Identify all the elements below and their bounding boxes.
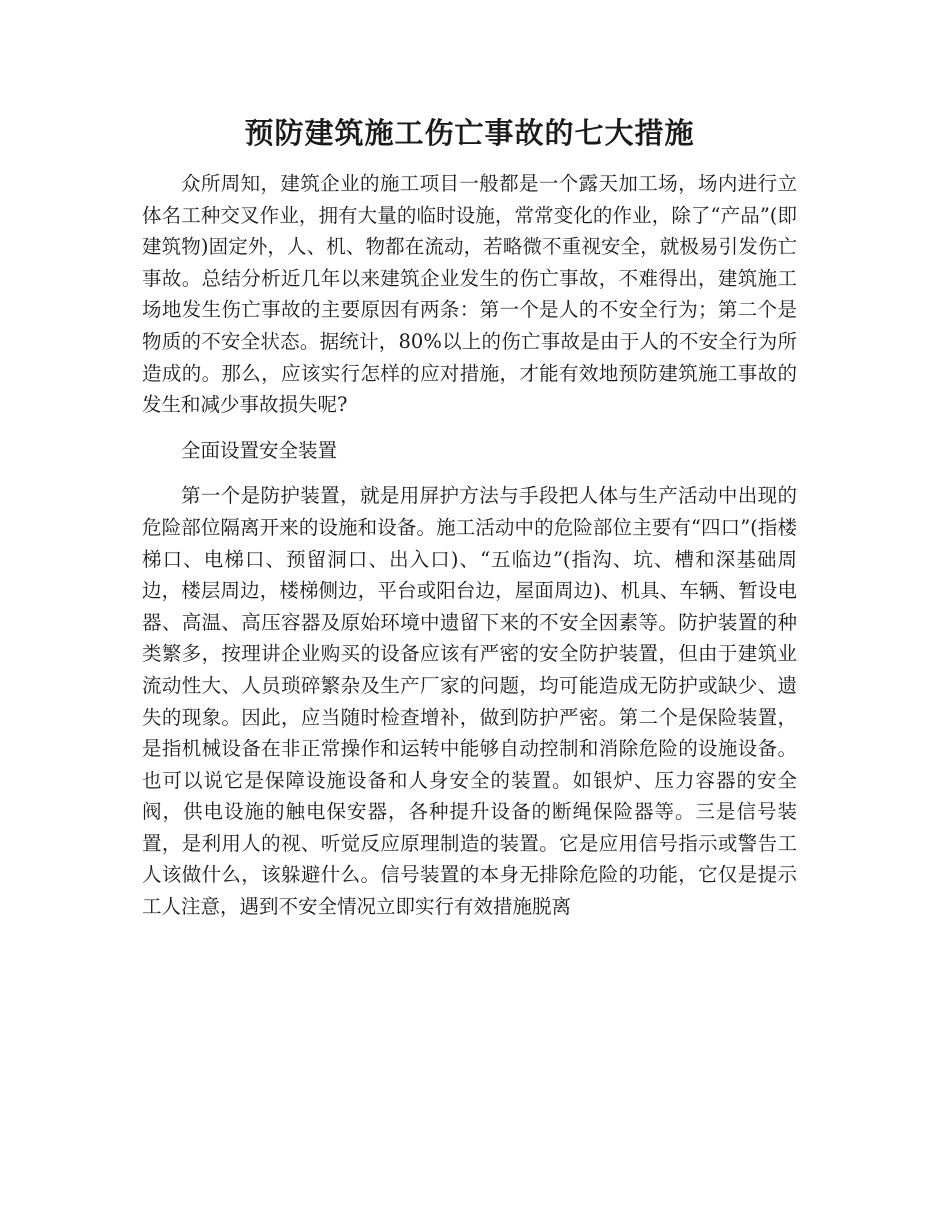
- section-body-paragraph: 第一个是防护装置，就是用屏护方法与手段把人体与生产活动中出现的危险部位隔离开来的设施和设备。施工活动中的危险部位主要有“四口”(指楼梯口、电梯口、预留洞口、出入口)、“五临边”(指沟、坑、槽和深基础周边，楼层周边，楼梯侧边，平台或阳台边，屋面周边)、机具、车辆、暂设电器、高温、高压容器及原始环境中遗留下来的不安全因素等。防护装置的种类繁多，按理讲企业购买的设备应该有严密的安全防护装置，但由于建筑业流动性大、人员琐碎繁杂及生产厂家的问题，均可能造成无防护或缺少、遗失的现象。因此，应当随时检查增补，做到防护严密。第二个是保险装置，是指机械设备在非正常操作和运转中能够自动控制和消除危险的设施设备。也可以说它是保障设施设备和人身安全的装置。如银炉、压力容器的安全阀，供电设施的触电保安器，各种提升设备的断绳保险器等。三是信号装置，是利用人的视、听觉反应原理制造的装置。它是应用信号指示或警告工人该做什么，该躲避什么。信号装置的本身无排除危险的功能，它仅是提示工人注意，遇到不安全情况立即实行有效措施脱离: [142, 484, 797, 919]
- intro-paragraph: 众所周知，建筑企业的施工项目一般都是一个露天加工场，场内进行立体名工种交叉作业，拥有大量的临时设施，常常变化的作业，除了“产品”(即建筑物)固定外，人、机、物都在流动，若略微不重视安全，就极易引发伤亡事故。总结分析近几年以来建筑企业发生的伤亡事故，不难得出，建筑施工场地发生伤亡事故的主要原因有两条：第一个是人的不安全行为；第二个是物质的不安全状态。据统计，80%以上的伤亡事故是由于人的不安全行为所造成的。那么，应该实行怎样的应对措施，才能有效地预防建筑施工事故的发生和减少事故损失呢?: [142, 172, 797, 417]
- document-title: 预防建筑施工伤亡事故的七大措施: [244, 116, 695, 150]
- document-page: [142, 108, 797, 923]
- section-heading: 全面设置安全装置: [181, 438, 338, 462]
